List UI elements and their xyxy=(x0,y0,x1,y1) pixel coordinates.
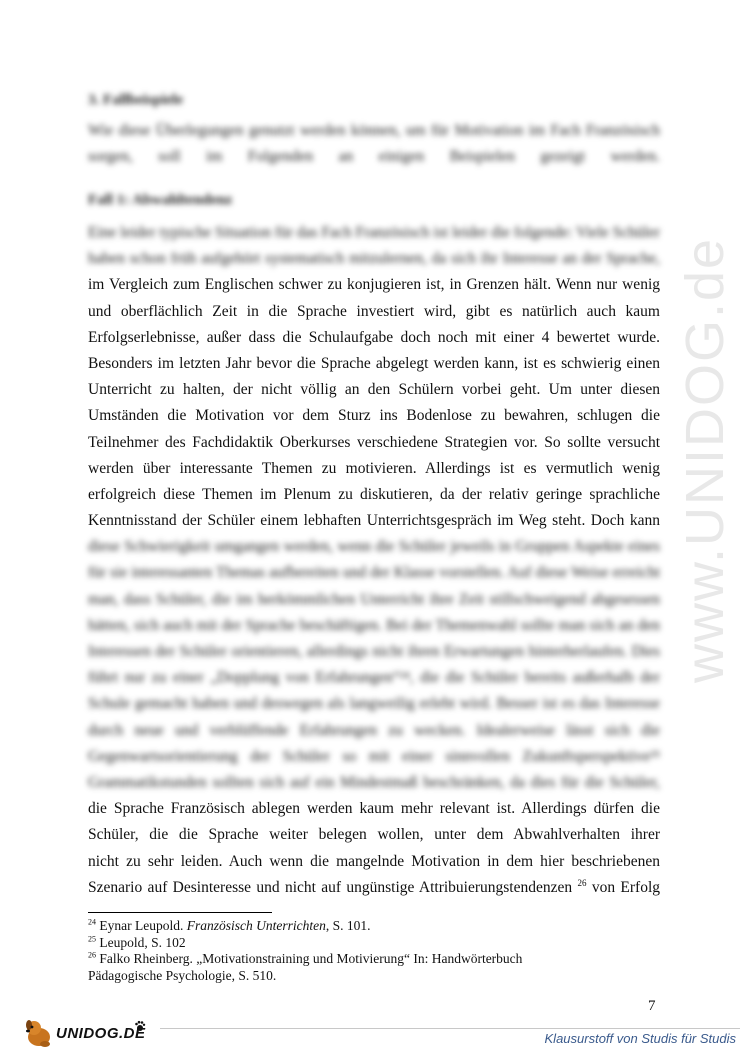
text-line-blurred: Eine leider typische Situation für das Fach Französisch ist leider die folgende: Viele Schüler xyxy=(88,224,660,241)
text-line-blurred: Interessen der Schüler orientieren, allerdings nicht ihren Erwartungen hinterherlaufen. Dies xyxy=(88,643,660,660)
text-line-blurred: durch neue und verblüffende Erfahrungen zu wecken. Idealerweise lässt sich die xyxy=(88,721,660,739)
intro-paragraph xyxy=(88,118,660,170)
text-line: Unterricht zu halten, der nicht völlig an den Schülern vorbei geht. Um unter diesen xyxy=(88,381,660,399)
dog-icon xyxy=(22,1016,56,1050)
body-paragraph xyxy=(88,220,660,901)
text-line-blurred: man, dass Schüler, die im herkömmlichen Unterricht ihre Zeit stillschweigend abgesessen xyxy=(88,590,660,608)
footnote-author: Falko Rheinberg. „Motivationstraining und Motivierung“ In: Handwörterbuch xyxy=(99,951,523,966)
text-line: Erfolgserlebnisse, außer dass die Schulaufgabe doch noch mit einer 4 bewertet wurde. xyxy=(88,328,660,346)
footer-rule xyxy=(160,1028,740,1029)
watermark xyxy=(650,150,750,770)
text-line: und oberflächlich Zeit in die Sprache investiert wird, gibt es natürlich auch kaum xyxy=(88,302,660,320)
footer-tagline: Klausurstoff von Studis für Studis xyxy=(544,1031,736,1046)
text-line-blurred: für sie interessanten Themas aufbereiten und der Klasse vorstellen. Auf diese Weise erreicht xyxy=(88,564,660,582)
text-line: Besonders im letzten Jahr bevor die Sprache abgelegt werden kann, ist es schwierig einen xyxy=(88,354,660,372)
text-line: Wie diese Überlegungen genutzt werden können, um für Motivation im Fach Französisch xyxy=(88,122,660,139)
text-line: Schüler, die die Sprache weiter belegen wollen, unter dem Abwahlverhalten ihrer xyxy=(88,826,660,844)
text-line: werden über interessante Themen zu motivieren. Allerdings ist es vermutlich wenig xyxy=(88,459,660,477)
text-line-blurred: Grammatikstunden sollten sich auf ein Mindestmaß beschränken, da dies für die Schüler, xyxy=(88,773,660,791)
case-heading: Fall 1: Abwahltendenz xyxy=(88,192,233,208)
text-line: Umständen die Motivation vor dem Sturz ins Bodenlose zu bewahren, schlugen die xyxy=(88,407,660,425)
footnote-25 xyxy=(88,935,648,952)
footnote-26-continued: Pädagogische Psychologie, S. 510. xyxy=(88,967,277,983)
text-line: sorgen, soll im Folgenden an einigen Beispielen gezeigt werden. xyxy=(88,148,660,166)
footnotes xyxy=(88,918,648,984)
footnote-ref-26: 26 xyxy=(577,877,587,888)
last-line-before: Szenario auf Desinteresse und nicht auf ungünstige Attribuierungstendenzen xyxy=(88,878,573,896)
text-line: erfolgreich diese Themen im Plenum zu diskutieren, da der relativ geringe sprachliche xyxy=(88,485,660,503)
text-line-last xyxy=(88,875,660,901)
footnote-title: Französisch Unterrichten xyxy=(186,918,326,933)
footnote-author: Leupold, S. 102 xyxy=(99,934,186,950)
text-line: Kenntnisstand der Schüler einem lebhaften Unterrichtsgespräch im Weg steht. Doch kann xyxy=(88,512,660,530)
footnote-num: 26 xyxy=(88,950,96,960)
text-line-blurred: haben schon früh aufgehört systematisch mitzulernen, da sich ihr Interesse an der Sprache, xyxy=(88,250,660,268)
footnote-24 xyxy=(88,918,648,935)
section-heading: 3. Fallbeispiele xyxy=(88,92,183,108)
footnote-num: 24 xyxy=(88,917,96,927)
watermark-text: www.UNIDOG.de xyxy=(675,236,735,684)
footnote-26 xyxy=(88,951,648,968)
text-line-blurred: Schule gemacht haben und deswegen als langweilig erlebt wird. Besser ist es das Interesse xyxy=(88,695,660,713)
page-number: 7 xyxy=(648,998,656,1014)
footnote-num: 25 xyxy=(88,934,96,943)
footnote-author: Eynar Leupold. xyxy=(99,918,187,933)
text-line: im Vergleich zum Englischen schwer zu konjugieren ist, in Grenzen hält. Wenn nur wenig xyxy=(88,276,660,294)
last-line-after: von Erfolg xyxy=(591,878,660,896)
text-line-blurred: führt nur zu einer „Dopplung von Erfahrungen“²⁴, die die Schüler bereits außerhalb der xyxy=(88,669,660,687)
text-line-blurred: Gegenwartsorientierung der Schüler so mit einer sinnvollen Zukunftsperspektive²⁵ xyxy=(88,747,660,765)
text-line: Teilnehmer des Fachdidaktik Oberkurses verschiedene Strategien vor. So sollte versucht xyxy=(88,433,660,451)
unidog-logo xyxy=(22,1016,162,1050)
text-line: die Sprache Französisch ablegen werden kaum mehr relevant ist. Allerdings dürfen die xyxy=(88,800,660,818)
footnote-separator xyxy=(88,912,272,913)
text-line: nicht zu sehr leiden. Auch wenn die mangelnde Motivation in dem hier beschriebenen xyxy=(88,852,660,870)
footnote-rest: , S. 101. xyxy=(325,918,371,933)
logo-text: UNIDOG.DE xyxy=(56,1025,146,1042)
text-line-blurred: hätten, sich auch mit der Sprache beschäftigen. Bei der Themenwahl sollte man sich an den xyxy=(88,616,660,634)
text-line-blurred: diese Schwierigkeit umgangen werden, wenn die Schüler jeweils in Gruppen Aspekte eines xyxy=(88,538,660,556)
